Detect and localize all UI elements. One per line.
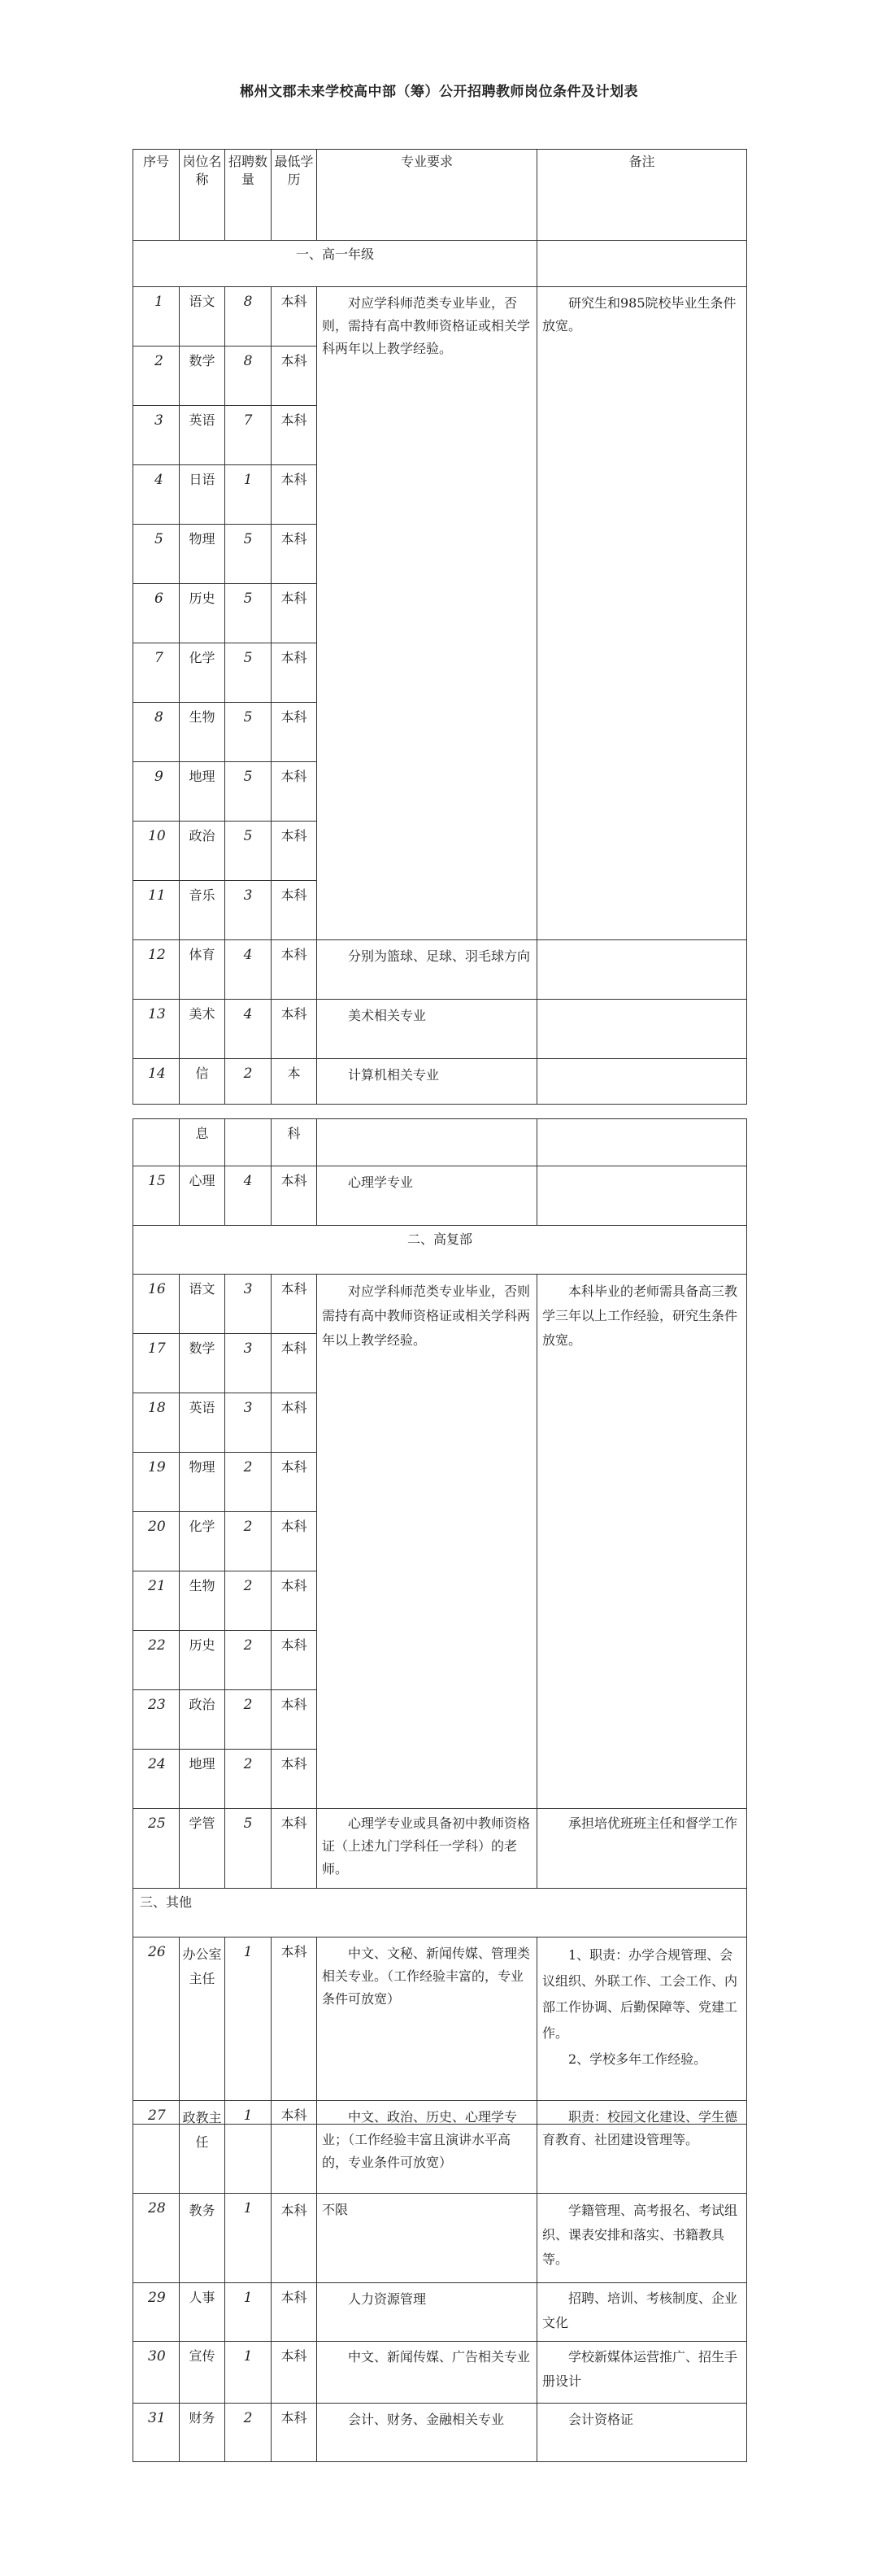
row-edu: 本科 xyxy=(272,1571,317,1631)
row-edu: 本科 xyxy=(272,1334,317,1393)
row-count: 1 xyxy=(225,2283,272,2342)
row-requirement: 中文、政治、历史、心理学专业；（工作经验丰富且演讲水平高的，专业条件可放宽） xyxy=(317,2101,537,2194)
header-requirement: 专业要求 xyxy=(317,150,537,241)
table-row xyxy=(133,940,747,1000)
section-title: 二、高复部 xyxy=(133,1226,747,1275)
header-seq: 序号 xyxy=(133,150,180,241)
row-note xyxy=(537,1937,747,2125)
section-row xyxy=(133,1226,747,1275)
table-row xyxy=(133,1275,747,1334)
row-count: 1 xyxy=(225,1937,272,2125)
row-position: 学管 xyxy=(180,1809,225,1889)
row-seq: 11 xyxy=(133,881,180,940)
row-edu: 本科 xyxy=(272,1275,317,1334)
row-count: 3 xyxy=(225,881,272,940)
row-count: 1 xyxy=(225,465,272,525)
row-count: 5 xyxy=(225,822,272,881)
group2-note: 本科毕业的老师需具备高三教学三年以上工作经验，研究生条件放宽。 xyxy=(537,1275,747,1809)
row-count: 4 xyxy=(225,1000,272,1059)
row-count: 5 xyxy=(225,1809,272,1889)
row-seq: 13 xyxy=(133,1000,180,1059)
row-count: 5 xyxy=(225,762,272,822)
row-position: 人事 xyxy=(180,2283,225,2342)
row-count: 8 xyxy=(225,287,272,347)
row-edu: 本科 xyxy=(272,525,317,584)
row-edu: 本科 xyxy=(272,881,317,940)
row-position: 英语 xyxy=(180,1393,225,1453)
row-edu: 本科 xyxy=(272,1750,317,1809)
row-seq: 14 xyxy=(133,1059,180,1105)
table-row xyxy=(133,2404,747,2462)
row-seq xyxy=(133,1119,180,1166)
row-edu: 本科 xyxy=(272,1000,317,1059)
row-note: 学校新媒体运营推广、招生手册设计 xyxy=(537,2342,747,2404)
page-title: 郴州文郡未来学校高中部（筹）公开招聘教师岗位条件及计划表 xyxy=(240,84,638,100)
row-edu: 本科 xyxy=(272,287,317,347)
row-seq: 23 xyxy=(133,1690,180,1750)
row-position: 信 xyxy=(180,1059,225,1105)
row-position: 财务 xyxy=(180,2404,225,2462)
header-edu: 最低学历 xyxy=(272,150,317,241)
row-seq: 8 xyxy=(133,703,180,762)
row-requirement: 会计、财务、金融相关专业 xyxy=(317,2404,537,2462)
row-position: 物理 xyxy=(180,525,225,584)
row-seq: 4 xyxy=(133,465,180,525)
row-count: 2 xyxy=(225,1059,272,1105)
row-edu: 本科 xyxy=(272,1393,317,1453)
row-edu: 本科 xyxy=(272,1166,317,1226)
row-count: 7 xyxy=(225,406,272,465)
row-note: 职责：校园文化建设、学生德育教育、社团建设管理等。 xyxy=(537,2101,747,2194)
row-seq: 28 xyxy=(133,2194,180,2283)
row-requirement: 分别为篮球、足球、羽毛球方向 xyxy=(317,940,537,1000)
table-row xyxy=(133,287,747,347)
row-edu: 本科 xyxy=(272,1937,317,2125)
row-position: 化学 xyxy=(180,643,225,703)
row-note xyxy=(537,940,747,1000)
row-seq: 3 xyxy=(133,406,180,465)
row-edu: 本科 xyxy=(272,643,317,703)
row-requirement: 美术相关专业 xyxy=(317,1000,537,1059)
row-count: 5 xyxy=(225,525,272,584)
row-count: 2 xyxy=(225,1512,272,1571)
group1-requirement: 对应学科师范类专业毕业，否则，需持有高中教师资格证或相关学科两年以上教学经验。 xyxy=(317,287,537,940)
group2-requirement: 对应学科师范类专业毕业，否则需持有高中教师资格证或相关学科两年以上教学经验。 xyxy=(317,1275,537,1809)
row-edu: 本科 xyxy=(272,703,317,762)
row-edu: 本 xyxy=(272,1059,317,1105)
row-seq: 10 xyxy=(133,822,180,881)
row-seq: 12 xyxy=(133,940,180,1000)
row-requirement: 计算机相关专业 xyxy=(317,1059,537,1105)
row-position: 政治 xyxy=(180,1690,225,1750)
table-row xyxy=(133,2342,747,2404)
row-position: 政教主任 xyxy=(180,2101,225,2194)
row-edu: 本科 xyxy=(272,2194,317,2283)
row-note: 承担培优班班主任和督学工作 xyxy=(537,1809,747,1889)
table-row-continued xyxy=(133,1119,747,1166)
table-row xyxy=(133,1166,747,1226)
row-position: 美术 xyxy=(180,1000,225,1059)
row-seq: 21 xyxy=(133,1571,180,1631)
row-count: 2 xyxy=(225,1690,272,1750)
header-note: 备注 xyxy=(537,150,747,241)
group1-note: 研究生和985院校毕业生条件放宽。 xyxy=(537,287,747,940)
row-requirement xyxy=(317,1119,537,1166)
row-position: 息 xyxy=(180,1119,225,1166)
row-count: 1 xyxy=(225,2101,272,2194)
row-count: 4 xyxy=(225,1166,272,1226)
row-seq: 17 xyxy=(133,1334,180,1393)
row-position: 音乐 xyxy=(180,881,225,940)
row-requirement: 心理学专业或具备初中教师资格证（上述九门学科任一学科）的老师。 xyxy=(317,1809,537,1889)
row-position: 历史 xyxy=(180,1631,225,1690)
recruitment-table-part-2 xyxy=(133,1118,747,2125)
row-edu: 本科 xyxy=(272,762,317,822)
row-edu: 本科 xyxy=(272,822,317,881)
row-seq: 2 xyxy=(133,347,180,406)
row-seq: 22 xyxy=(133,1631,180,1690)
row-count: 1 xyxy=(225,2194,272,2283)
row-seq: 30 xyxy=(133,2342,180,2404)
table-row xyxy=(133,2194,747,2283)
section-note-cell xyxy=(537,241,747,287)
row-count: 3 xyxy=(225,1275,272,1334)
row-seq: 7 xyxy=(133,643,180,703)
row-seq: 6 xyxy=(133,584,180,643)
row-edu: 本科 xyxy=(272,465,317,525)
row-seq: 26 xyxy=(133,1937,180,2125)
row-count: 2 xyxy=(225,1750,272,1809)
row-position: 历史 xyxy=(180,584,225,643)
row-edu: 本科 xyxy=(272,1453,317,1512)
row-count: 1 xyxy=(225,2342,272,2404)
header-position: 岗位名称 xyxy=(180,150,225,241)
row-position: 语文 xyxy=(180,287,225,347)
row-seq: 29 xyxy=(133,2283,180,2342)
row-edu: 本科 xyxy=(272,584,317,643)
row-position: 生物 xyxy=(180,1571,225,1631)
row-edu: 本科 xyxy=(272,940,317,1000)
row-position: 英语 xyxy=(180,406,225,465)
row-count: 3 xyxy=(225,1334,272,1393)
row-requirement: 中文、文秘、新闻传媒、管理类相关专业。（工作经验丰富的，专业条件可放宽） xyxy=(317,1937,537,2125)
section-title: 三、其他 xyxy=(133,1889,747,1937)
row-seq: 27 xyxy=(133,2101,180,2194)
row-position: 办公室主任 xyxy=(180,1937,225,2125)
row-position: 地理 xyxy=(180,1750,225,1809)
row-count: 4 xyxy=(225,940,272,1000)
row-seq: 20 xyxy=(133,1512,180,1571)
row-count: 3 xyxy=(225,1393,272,1453)
row-note: 学籍管理、高考报名、考试组织、课表安排和落实、书籍教具等。 xyxy=(537,2194,747,2283)
row-seq: 15 xyxy=(133,1166,180,1226)
table-header-row xyxy=(133,150,747,241)
row-position: 数学 xyxy=(180,347,225,406)
table-row xyxy=(133,1059,747,1105)
row-edu: 本科 xyxy=(272,2101,317,2194)
row-position: 地理 xyxy=(180,762,225,822)
row-note: 会计资格证 xyxy=(537,2404,747,2462)
row-count: 2 xyxy=(225,1631,272,1690)
section-row xyxy=(133,1889,747,1937)
row-count: 2 xyxy=(225,1453,272,1512)
row-position: 生物 xyxy=(180,703,225,762)
row-requirement: 中文、新闻传媒、广告相关专业 xyxy=(317,2342,537,2404)
row-requirement: 不限 xyxy=(317,2194,537,2283)
row-count: 2 xyxy=(225,2404,272,2462)
row-count: 5 xyxy=(225,703,272,762)
row-note xyxy=(537,1119,747,1166)
row-count: 5 xyxy=(225,643,272,703)
row-edu: 科 xyxy=(272,1119,317,1166)
note-line: 1、职责：办学合规管理、会议组织、外联工作、工会工作、内部工作协调、后勤保障等、党建工作。 xyxy=(542,1947,738,2041)
row-edu: 本科 xyxy=(272,1809,317,1889)
row-edu: 本科 xyxy=(272,1512,317,1571)
row-edu: 本科 xyxy=(272,2342,317,2404)
row-note: 招聘、培训、考核制度、企业文化 xyxy=(537,2283,747,2342)
row-seq: 25 xyxy=(133,1809,180,1889)
recruitment-table-part-1 xyxy=(133,149,747,1105)
row-seq: 1 xyxy=(133,287,180,347)
row-count: 2 xyxy=(225,1571,272,1631)
row-position: 体育 xyxy=(180,940,225,1000)
row-position: 物理 xyxy=(180,1453,225,1512)
row-note xyxy=(537,1059,747,1105)
table-row xyxy=(133,1809,747,1889)
table-row xyxy=(133,1937,747,2125)
row-requirement: 人力资源管理 xyxy=(317,2283,537,2342)
header-count: 招聘数量 xyxy=(225,150,272,241)
row-seq: 5 xyxy=(133,525,180,584)
row-position: 政治 xyxy=(180,822,225,881)
row-note xyxy=(537,1166,747,1226)
table-row xyxy=(133,2101,747,2194)
table-row xyxy=(133,2283,747,2342)
row-edu: 本科 xyxy=(272,406,317,465)
row-position: 心理 xyxy=(180,1166,225,1226)
recruitment-table-part-3 xyxy=(133,2100,747,2462)
row-position: 化学 xyxy=(180,1512,225,1571)
row-position: 语文 xyxy=(180,1275,225,1334)
row-count xyxy=(225,1119,272,1166)
row-seq: 16 xyxy=(133,1275,180,1334)
row-note xyxy=(537,1000,747,1059)
row-seq: 31 xyxy=(133,2404,180,2462)
row-position: 教务 xyxy=(180,2194,225,2283)
note-line: 2、学校多年工作经验。 xyxy=(568,2051,707,2067)
row-count: 5 xyxy=(225,584,272,643)
row-seq: 19 xyxy=(133,1453,180,1512)
row-count: 8 xyxy=(225,347,272,406)
row-requirement: 心理学专业 xyxy=(317,1166,537,1226)
table-row xyxy=(133,1000,747,1059)
row-edu: 本科 xyxy=(272,2283,317,2342)
row-position: 宣传 xyxy=(180,2342,225,2404)
section-row xyxy=(133,241,747,287)
row-seq: 24 xyxy=(133,1750,180,1809)
row-edu: 本科 xyxy=(272,1631,317,1690)
row-edu: 本科 xyxy=(272,1690,317,1750)
row-seq: 9 xyxy=(133,762,180,822)
row-position: 数学 xyxy=(180,1334,225,1393)
row-edu: 本科 xyxy=(272,2404,317,2462)
section-title: 一、高一年级 xyxy=(133,241,537,287)
row-position: 日语 xyxy=(180,465,225,525)
row-edu: 本科 xyxy=(272,347,317,406)
row-seq: 18 xyxy=(133,1393,180,1453)
